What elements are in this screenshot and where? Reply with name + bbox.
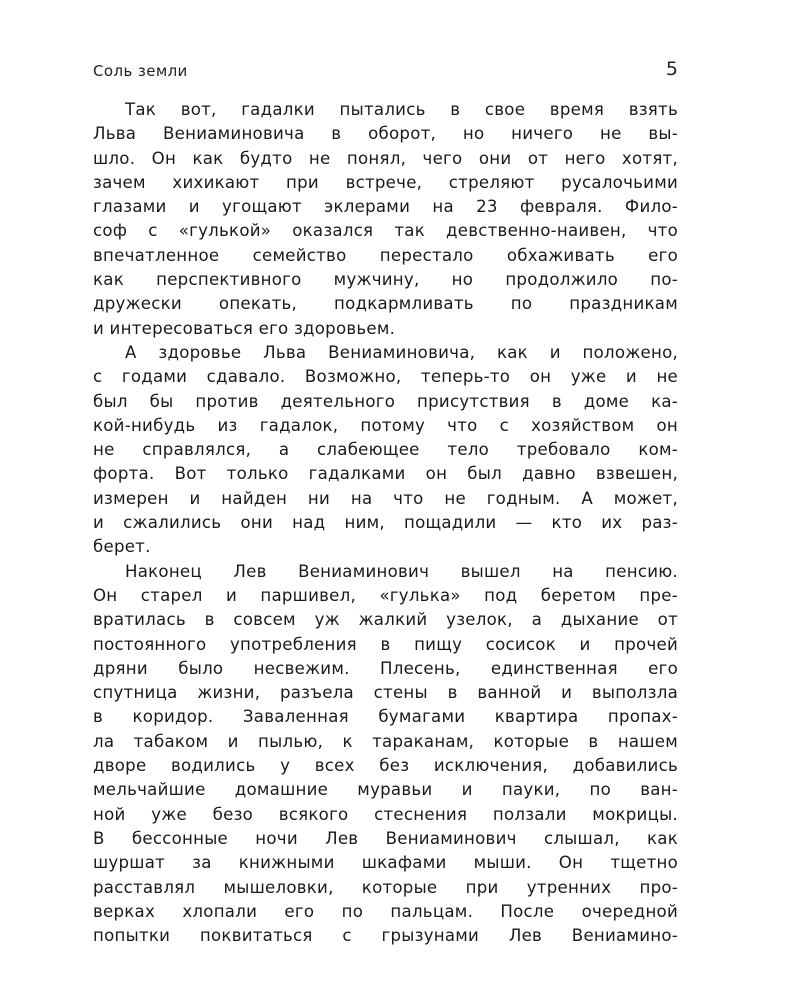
text-line: впечатленное семейство перестало обхаживать его: [93, 245, 678, 265]
text-line: ла табаком и пылью, к тараканам, которые в нашем: [93, 731, 678, 751]
text-line: кой-нибудь из гадалок, потому что с хозяйством он: [93, 415, 678, 435]
text-line: Он старел и паршивел, «гулька» под беретом пре-: [93, 585, 678, 605]
text-line: шло. Он как будто не понял, чего они от него хотят,: [93, 148, 678, 168]
text-line: Наконец Лев Вениаминович вышел на пенсию.: [125, 561, 678, 581]
text-line: вратилась в совсем уж жалкий узелок, а дыхание от: [93, 610, 678, 630]
body-text: [93, 98, 678, 948]
text-line: А здоровье Льва Вениаминовича, как и положено,: [125, 342, 678, 362]
text-line: не справлялся, а слабеющее тело требовало ком-: [93, 440, 678, 460]
text-line: и интересоваться его здоровьем.: [93, 318, 396, 338]
text-line: спутница жизни, разъела стены в ванной и выползла: [93, 683, 678, 703]
text-line: измерен и найден ни на что не годным. А может,: [93, 488, 678, 508]
text-line: дружески опекать, подкармливать по праздникам: [93, 294, 678, 314]
running-header: [93, 58, 678, 88]
text-line: попытки поквитаться с грызунами Лев Вениамино-: [93, 926, 678, 946]
text-line: с годами сдавало. Возможно, теперь-то он уже и не: [93, 367, 678, 387]
text-line: дряни было несвежим. Плесень, единственная его: [93, 658, 678, 678]
text-line: В бессонные ночи Лев Вениаминович слышал, как: [93, 828, 678, 848]
text-line: ной уже безо всякого стеснения ползали мокрицы.: [93, 804, 678, 824]
text-line: и сжалились они над ним, пощадили — кто их раз-: [93, 513, 678, 533]
text-line: был бы против деятельного присутствия в доме ка-: [93, 391, 678, 411]
text-line: Льва Вениаминовича в оборот, но ничего не вы-: [93, 124, 678, 144]
text-line: берет.: [93, 537, 151, 557]
text-line: постоянного употребления в пищу сосисок и прочей: [93, 634, 678, 654]
text-line: шуршат за книжными шкафами мыши. Он тщетно: [93, 853, 678, 873]
text-line: как перспективного мужчину, но продолжило по-: [93, 270, 678, 290]
text-line: форта. Вот только гадалками он был давно взвешен,: [93, 464, 678, 484]
text-line: дворе водились у всех без исключения, добавились: [93, 756, 678, 776]
text-line: зачем хихикают при встрече, стреляют русалочьими: [93, 172, 678, 192]
book-title: Соль земли: [93, 62, 188, 80]
text-line: в коридор. Заваленная бумагами квартира пропах-: [93, 707, 678, 727]
page-number: 5: [665, 58, 678, 80]
text-line: мельчайшие домашние муравьи и пауки, по ван-: [93, 780, 678, 800]
text-line: расставлял мышеловки, которые при утренних про-: [93, 877, 678, 897]
text-line: глазами и угощают эклерами на 23 февраля. Фило-: [93, 197, 678, 217]
text-line: верках хлопали его по пальцам. После очередной: [93, 901, 678, 921]
text-line: Так вот, гадалки пытались в свое время взять: [125, 100, 678, 119]
text-line: соф с «гулькой» оказался так девственно-наивен, что: [93, 221, 678, 241]
